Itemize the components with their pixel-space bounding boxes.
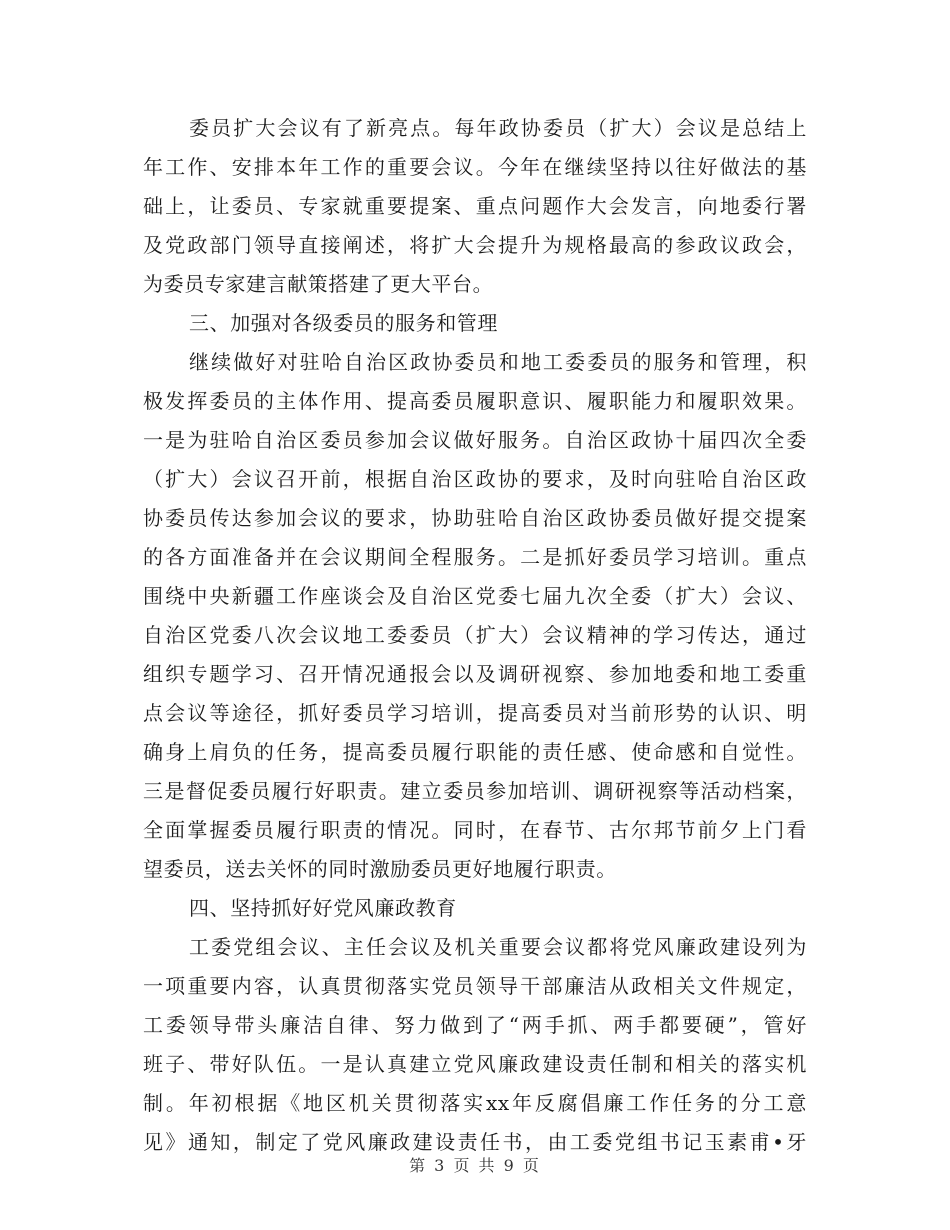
text-line: 四、坚持抓好好党风廉政教育 xyxy=(189,896,457,920)
text-line: 础上，让委员、专家就重要提案、重点问题作大会发言，向地委行署 xyxy=(143,194,807,218)
text-line: 制。年初根据《地区机关贯彻落实xx年反腐倡廉工作任务的分工意 xyxy=(143,1091,807,1115)
text-line: 一是为驻哈自治区委员参加会议做好服务。自治区政协十届四次全委 xyxy=(143,428,807,452)
text-line: 继续做好对驻哈自治区政协委员和地工委委员的服务和管理，积 xyxy=(189,350,807,374)
text-line: 见》通知，制定了党风廉政建设责任书，由工委党组书记玉素甫•牙 xyxy=(143,1130,807,1154)
text-line: 确身上肩负的任务，提高委员履行职能的责任感、使命感和自觉性。 xyxy=(143,740,807,764)
text-line: 全面掌握委员履行职责的情况。同时，在春节、古尔邦节前夕上门看 xyxy=(143,818,807,842)
text-line: 三是督促委员履行好职责。建立委员参加培训、调研视察等活动档案， xyxy=(143,779,807,803)
text-line: 组织专题学习、召开情况通报会以及调研视察、参加地委和地工委重 xyxy=(143,662,807,686)
text-line: 极发挥委员的主体作用、提高委员履职意识、履职能力和履职效果。 xyxy=(143,389,807,413)
text-line: 三、加强对各级委员的服务和管理 xyxy=(189,311,498,335)
text-line: 及党政部门领导直接阐述，将扩大会提升为规格最高的参政议政会， xyxy=(143,233,807,257)
text-line: 望委员，送去关怀的同时激励委员更好地履行职责。 xyxy=(143,857,617,881)
text-line: 委员扩大会议有了新亮点。每年政协委员（扩大）会议是总结上 xyxy=(189,116,807,140)
text-line: 协委员传达参加会议的要求，协助驻哈自治区政协委员做好提交提案 xyxy=(143,506,807,530)
text-line: 班子、带好队伍。一是认真建立党风廉政建设责任制和相关的落实机 xyxy=(143,1052,807,1076)
text-line: 年工作、安排本年工作的重要会议。今年在继续坚持以往好做法的基 xyxy=(143,155,807,179)
text-line: （扩大）会议召开前，根据自治区政协的要求，及时向驻哈自治区政 xyxy=(143,467,807,491)
text-line: 的各方面准备并在会议期间全程服务。二是抓好委员学习培训。重点 xyxy=(143,545,807,569)
document-body xyxy=(143,109,807,1162)
text-line: 工委领导带头廉洁自律、努力做到了“两手抓、两手都要硬”，管好 xyxy=(143,1013,807,1037)
text-line: 点会议等途径，抓好委员学习培训，提高委员对当前形势的认识、明 xyxy=(143,701,807,725)
page-footer: 第 3 页 共 9 页 xyxy=(409,1156,541,1175)
text-line: 围绕中央新疆工作座谈会及自治区党委七届九次全委（扩大）会议、 xyxy=(143,584,807,608)
text-line: 一项重要内容，认真贯彻落实党员领导干部廉洁从政相关文件规定， xyxy=(143,974,807,998)
text-line: 工委党组会议、主任会议及机关重要会议都将党风廉政建设列为 xyxy=(189,935,807,959)
text-line: 为委员专家建言献策搭建了更大平台。 xyxy=(143,272,494,296)
text-line: 自治区党委八次会议地工委委员（扩大）会议精神的学习传达，通过 xyxy=(143,623,807,647)
